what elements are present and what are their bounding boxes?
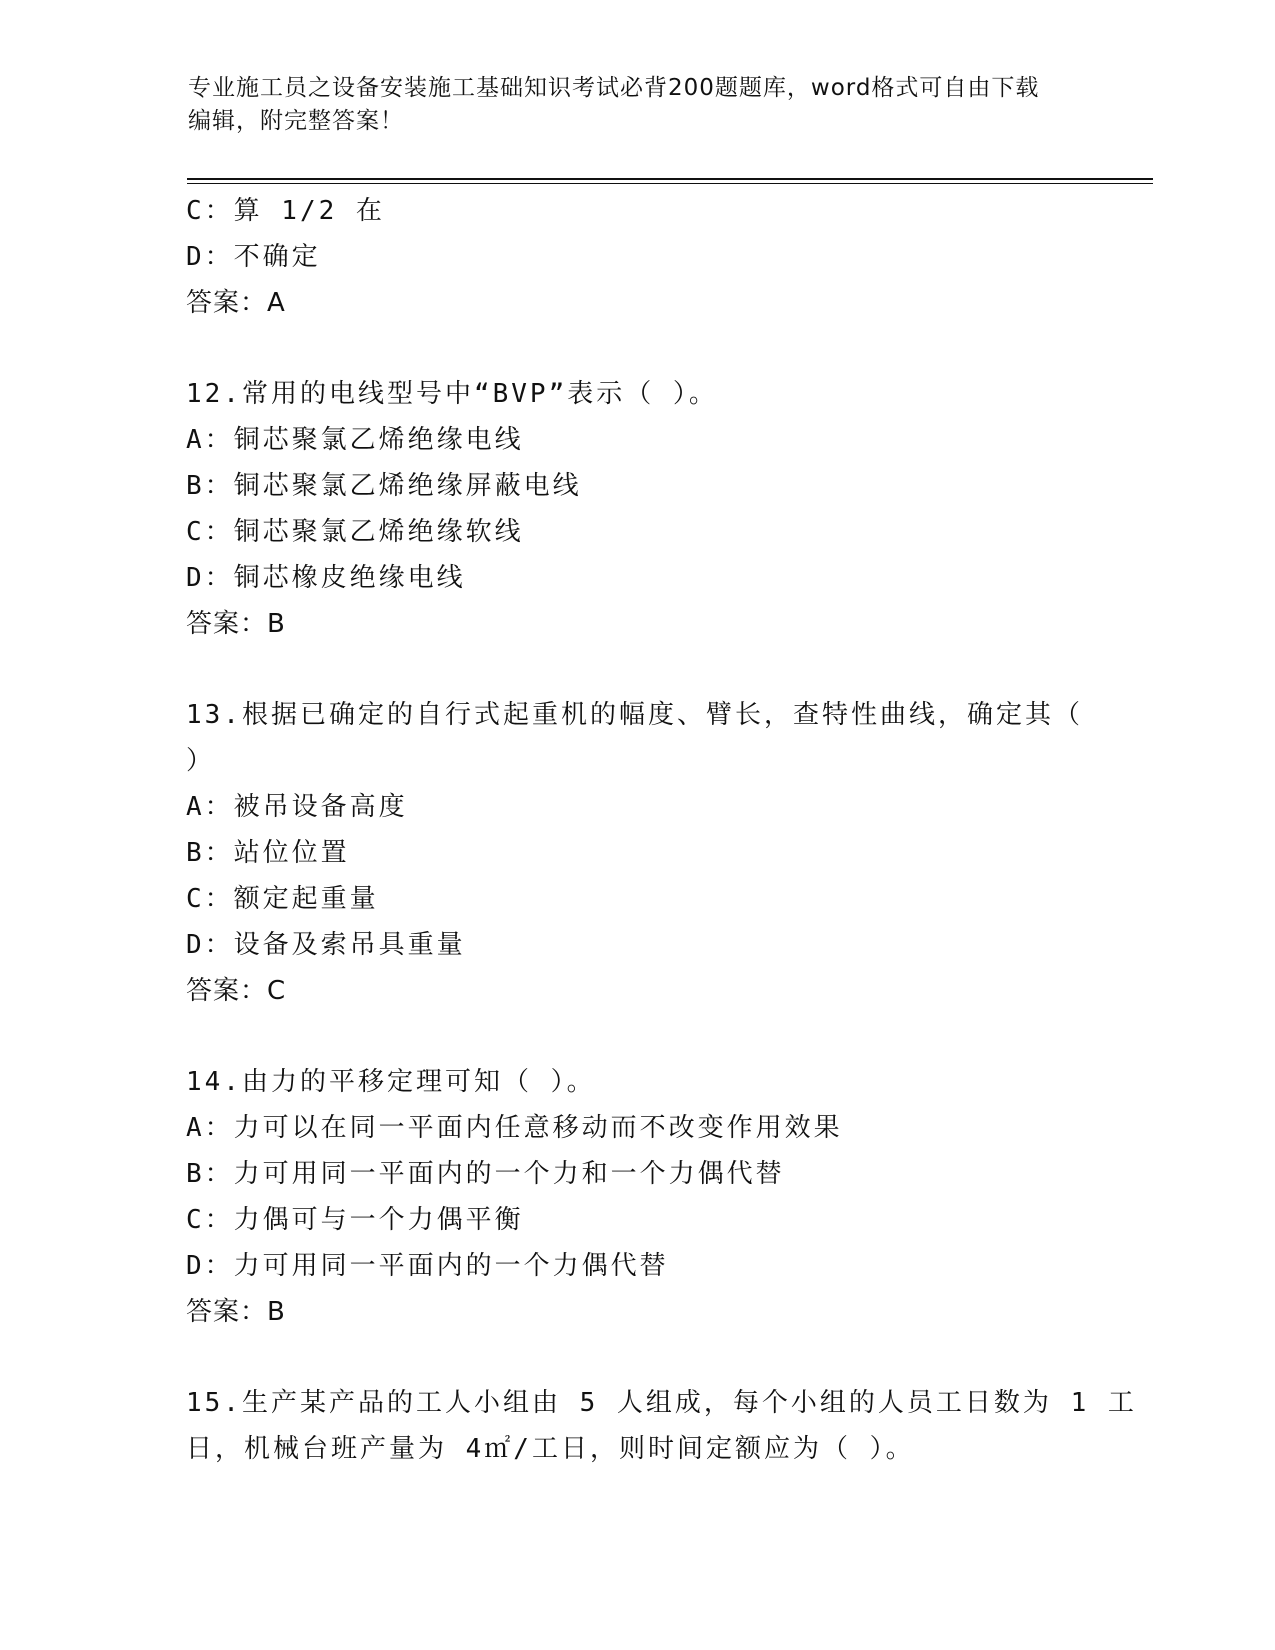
question-14-option-c: C：力偶可与一个力偶平衡	[186, 1205, 524, 1235]
document-header	[188, 72, 1088, 138]
question-12-answer: 答案：B	[186, 609, 286, 639]
spacer	[186, 1014, 1106, 1059]
header-title-line-2: 编辑，附完整答案！	[188, 108, 404, 134]
question-12-option-b: B：铜芯聚氯乙烯绝缘屏蔽电线	[186, 471, 582, 501]
question-14-option-d: D：力可用同一平面内的一个力偶代替	[186, 1251, 669, 1281]
question-11-option-c: C：算 1/2 在	[186, 196, 385, 226]
question-13-stem-line-2: ）	[186, 746, 216, 776]
question-11-tail	[186, 188, 1106, 326]
spacer	[186, 647, 1106, 692]
question-13-option-d: D：设备及索吊具重量	[186, 930, 466, 960]
question-12-option-d: D：铜芯橡皮绝缘电线	[186, 563, 466, 593]
question-12-stem: 12.常用的电线型号中“BVP”表示（ ）。	[186, 379, 718, 409]
question-14-option-b: B：力可用同一平面内的一个力和一个力偶代替	[186, 1159, 785, 1189]
question-12-option-c: C：铜芯聚氯乙烯绝缘软线	[186, 517, 524, 547]
spacer	[186, 1335, 1106, 1380]
question-15-stem-line-1: 15.生产某产品的工人小组由 5 人组成，每个小组的人员工日数为 1 工	[186, 1388, 1137, 1418]
question-list	[186, 188, 1137, 1472]
question-13-answer: 答案：C	[186, 976, 287, 1006]
question-12-option-a: A：铜芯聚氯乙烯绝缘电线	[186, 425, 524, 455]
question-13-option-a: A：被吊设备高度	[186, 792, 408, 822]
question-13-option-b: B：站位位置	[186, 838, 350, 868]
question-13-option-c: C：额定起重量	[186, 884, 379, 914]
question-15	[186, 1380, 1137, 1472]
question-14-answer: 答案：B	[186, 1297, 286, 1327]
question-13	[186, 692, 1106, 1014]
header-divider-thin	[187, 183, 1153, 184]
question-13-stem-line-1: 13.根据已确定的自行式起重机的幅度、臂长，查特性曲线，确定其（	[186, 700, 1083, 730]
question-14-stem: 14.由力的平移定理可知（ ）。	[186, 1067, 596, 1097]
question-15-stem-line-2: 日，机械台班产量为 4㎡/工日，则时间定额应为（ ）。	[186, 1434, 915, 1464]
header-divider-thick	[187, 178, 1153, 180]
spacer	[186, 326, 1106, 371]
header-title-line-1: 专业施工员之设备安装施工基础知识考试必背200题题库，word格式可自由下载	[188, 75, 1040, 101]
question-14	[186, 1059, 1106, 1335]
question-12	[186, 371, 1106, 647]
question-11-option-d: D：不确定	[186, 242, 321, 272]
question-11-answer: 答案：A	[186, 288, 286, 318]
question-14-option-a: A：力可以在同一平面内任意移动而不改变作用效果	[186, 1113, 843, 1143]
